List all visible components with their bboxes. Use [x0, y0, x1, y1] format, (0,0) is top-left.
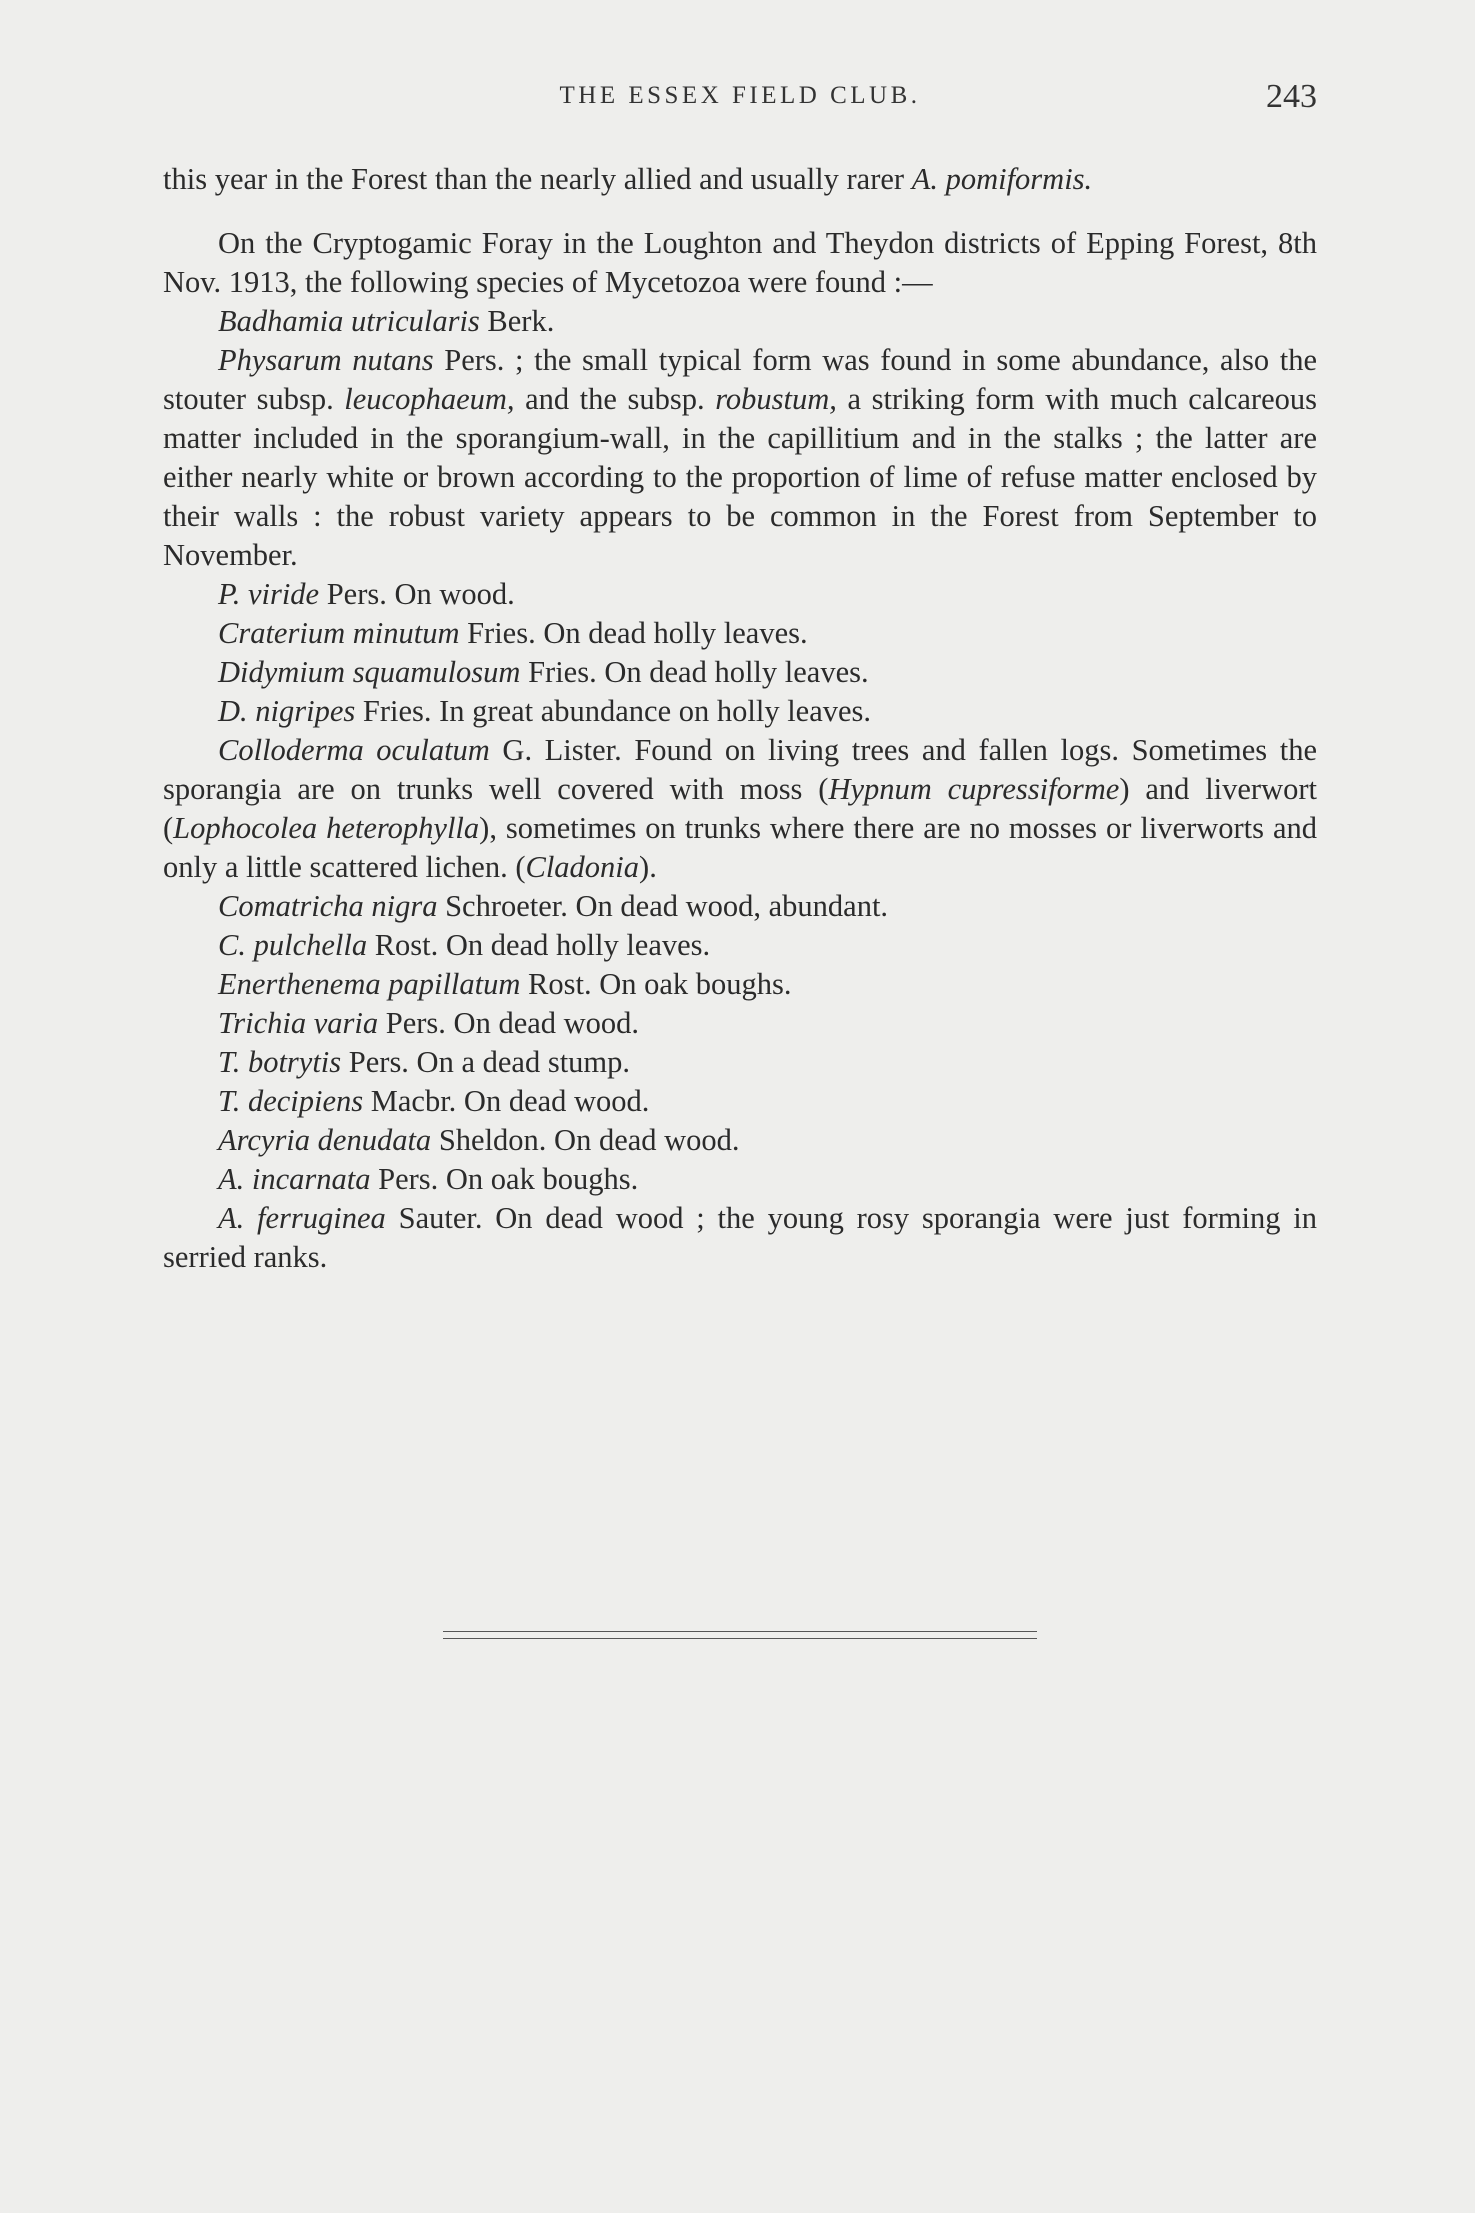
species-entry: [163, 653, 1317, 692]
species-entry: [163, 1043, 1317, 1082]
species-name: Didymium squamulosum: [218, 655, 521, 689]
entry-text: Fries. On dead holly leaves.: [520, 655, 869, 689]
species-entry: [163, 341, 1317, 575]
entry-text: Schroeter. On dead wood, abundant.: [437, 889, 889, 923]
italic-text: Lophocolea heterophylla: [173, 811, 480, 845]
intro-paragraph: On the Cryptogamic Foray in the Loughton and Theydon districts of Epping Forest, 8th Nov. 1913, the following species of Mycetozoa were found :—: [163, 226, 1317, 299]
entry-text: Pers. On dead wood.: [378, 1006, 640, 1040]
entry-text: Rost. On oak boughs.: [520, 967, 792, 1001]
opening-paragraph: [163, 160, 1317, 199]
opening-species-name: A. pomiformis.: [911, 162, 1093, 196]
species-entry: [163, 575, 1317, 614]
running-title: THE ESSEX FIELD CLUB.: [559, 82, 921, 109]
italic-text: leucophaeum,: [344, 382, 515, 416]
species-name: D. nigripes: [218, 694, 356, 728]
species-name: Trichia varia: [218, 1006, 379, 1040]
species-entry: [163, 1082, 1317, 1121]
entry-text: Pers. On a dead stump.: [341, 1045, 631, 1079]
entry-text: Pers. On oak boughs.: [370, 1162, 639, 1196]
species-name: C. pulchella: [218, 928, 368, 962]
body-text: [163, 160, 1317, 1277]
species-name: Physarum nutans: [218, 343, 434, 377]
species-entry: [163, 1199, 1317, 1277]
species-entry: [163, 614, 1317, 653]
entry-text: Berk.: [479, 304, 555, 338]
italic-text: Cladonia: [525, 850, 640, 884]
running-head: [163, 78, 1317, 118]
species-name: Enerthenema papillatum: [218, 967, 521, 1001]
entry-text: a striking form with much calcareous matter included in the sporangium-wall, in the capillitium and in the stalks ; the latter are either nearly white or brown according to the proportion of lime of refuse matter enclosed by their walls : the robust variety appears to be common in the Forest from September to November.: [163, 382, 1317, 572]
species-name: P. viride: [218, 577, 320, 611]
opening-text: this year in the Forest than the nearly allied and usually rarer: [163, 162, 905, 196]
species-name: Badhamia utricularis: [218, 304, 480, 338]
italic-text: robustum,: [715, 382, 837, 416]
species-name: Craterium minutum: [218, 616, 460, 650]
species-entry: [163, 1160, 1317, 1199]
species-entry: [163, 1121, 1317, 1160]
entry-text: ).: [639, 850, 657, 884]
entry-text: ), sometimes on trunks where there are no mosses or liverworts and only a little scattered lichen. (: [163, 811, 1317, 884]
species-name: Arcyria denudata: [218, 1123, 432, 1157]
species-list: [163, 302, 1317, 1277]
end-rule: [443, 1631, 1037, 1639]
entry-text: Pers. On wood.: [319, 577, 515, 611]
entry-text: Fries. In great abundance on holly leaves.: [355, 694, 872, 728]
page-number: 243: [1266, 78, 1317, 115]
entry-text: Rost. On dead holly leaves.: [367, 928, 711, 962]
species-name: Colloderma oculatum: [218, 733, 490, 767]
species-name: T. botrytis: [218, 1045, 342, 1079]
species-name: A. incarnata: [218, 1162, 371, 1196]
entry-text: Pers. ; the small typical form was found in some abundance, also the stouter subsp.: [163, 343, 1318, 416]
entry-text: Fries. On dead holly leaves.: [459, 616, 808, 650]
italic-text: Hypnum cupressiforme: [828, 772, 1120, 806]
species-entry: [163, 692, 1317, 731]
entry-text: Sauter. On dead wood ; the young rosy sporangia were just forming in serried ranks.: [163, 1201, 1317, 1274]
species-entry: [163, 887, 1317, 926]
entry-text: ) and liverwort (: [163, 772, 1317, 845]
species-entry: [163, 302, 1317, 341]
species-name: Comatricha nigra: [218, 889, 438, 923]
entry-text: G. Lister. Found on living trees and fallen logs. Sometimes the sporangia are on trunks well covered with moss (: [163, 733, 1317, 806]
species-entry: [163, 965, 1317, 1004]
entry-text: Macbr. On dead wood.: [363, 1084, 650, 1118]
species-entry: [163, 1004, 1317, 1043]
species-entry: [163, 926, 1317, 965]
species-name: T. decipiens: [218, 1084, 364, 1118]
species-entry: [163, 731, 1317, 887]
species-name: A. ferruginea: [218, 1201, 386, 1235]
entry-text: Sheldon. On dead wood.: [431, 1123, 740, 1157]
entry-text: and the subsp.: [514, 382, 716, 416]
